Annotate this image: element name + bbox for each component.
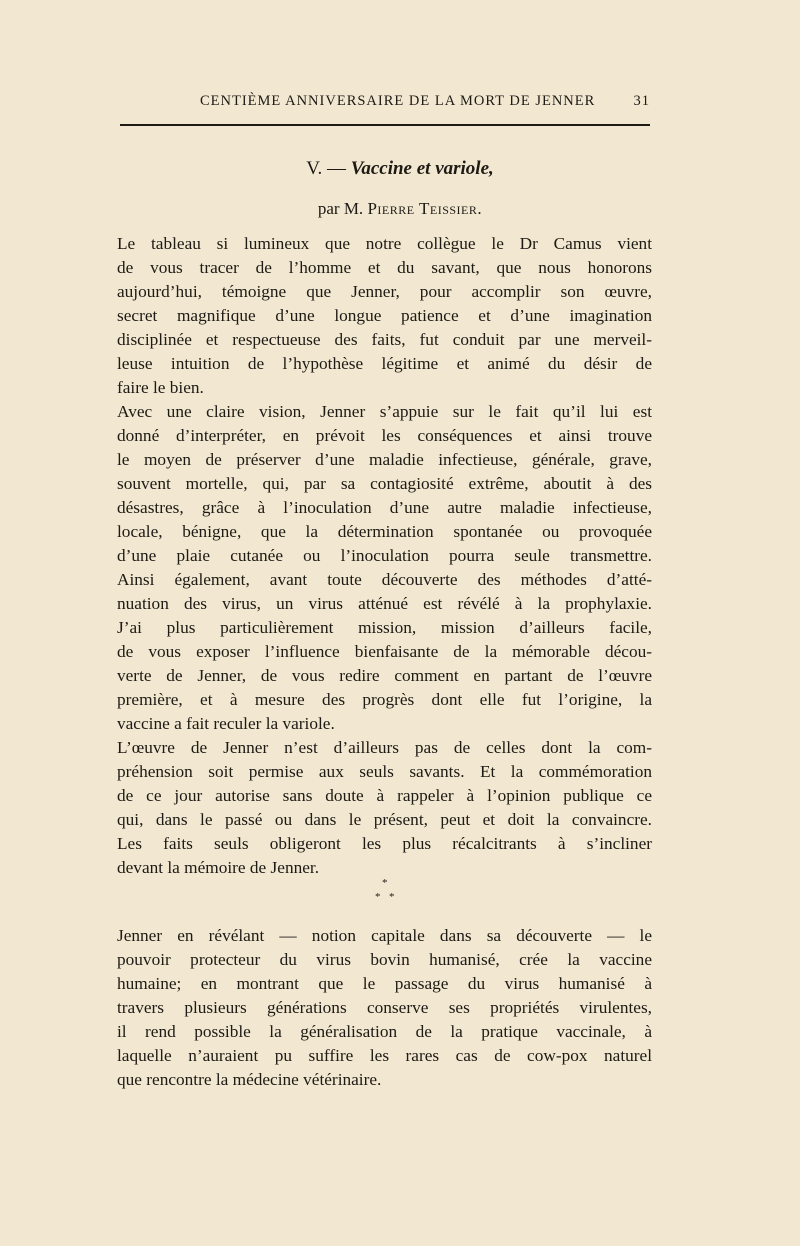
text-line: locale, bénigne, que la détermination spontanée ou provoquée [117, 522, 652, 541]
text-line: laquelle n’auraient pu suffire les rares cas de cow-pox naturel [117, 1046, 652, 1065]
author-name: Pierre Teissier. [367, 199, 483, 218]
text-line: verte de Jenner, de vous redire comment en partant de l’œuvre [117, 666, 652, 685]
text-line: Avec une claire vision, Jenner s’appuie sur le fait qu’il lui est [117, 402, 652, 421]
text-line: que rencontre la médecine vétérinaire. [117, 1070, 382, 1089]
text-line: devant la mémoire de Jenner. [117, 858, 320, 877]
text-line: souvent mortelle, qui, par sa contagiosité extrême, aboutit à des [117, 474, 652, 493]
text-line: disciplinée et respectueuse des faits, fut conduit par une merveil- [117, 330, 652, 349]
running-head-title: CENTIÈME ANNIVERSAIRE DE LA MORT DE JENNER [200, 93, 596, 109]
text-line: nuation des virus, un virus atténué est révélé à la prophylaxie. [117, 594, 652, 613]
text-line: pouvoir protecteur du virus bovin humanisé, crée la vaccine [117, 950, 652, 969]
text-line: secret magnifique d’une longue patience et d’une imagination [117, 306, 652, 325]
section-number: V. — [306, 158, 347, 179]
text-line: Le tableau si lumineux que notre collègue le Dr Camus vient [117, 234, 652, 253]
asterisk: * [389, 891, 395, 903]
text-line: humaine; en montrant que le passage du virus humanisé à [117, 974, 652, 993]
text-line: de ce jour autorise sans doute à rappeler à l’opinion publique ce [117, 786, 652, 805]
text-line: première, et à mesure des progrès dont elle fut l’origine, la [117, 690, 652, 709]
asterisk: * [375, 891, 381, 903]
text-line: vaccine a fait reculer la variole. [117, 714, 335, 733]
text-line: le moyen de préserver d’une maladie infectieuse, générale, grave, [117, 450, 652, 469]
text-line: leuse intuition de l’hypothèse légitime et animé du désir de [117, 354, 652, 373]
text-line: désastres, grâce à l’inoculation d’une autre maladie infectieuse, [117, 498, 652, 517]
text-line: de vous exposer l’influence bienfaisante de la mémorable décou- [117, 642, 652, 661]
section-break-asterism [360, 877, 400, 911]
text-line: donné d’interpréter, en prévoit les conséquences et ainsi trouve [117, 426, 652, 445]
text-line: faire le bien. [117, 378, 204, 397]
text-line: L’œuvre de Jenner n’est d’ailleurs pas de celles dont la com- [117, 738, 652, 757]
page-number: 31 [633, 93, 650, 109]
text-line: préhension soit permise aux seuls savants. Et la commémoration [117, 762, 652, 781]
text-line: J’ai plus particulièrement mission, mission d’ailleurs facile, [117, 618, 652, 637]
text-line: il rend possible la généralisation de la pratique vaccinale, à [117, 1022, 652, 1041]
header-rule [120, 124, 650, 126]
text-line: de vous tracer de l’homme et du savant, que nous honorons [117, 258, 652, 277]
byline-prefix: par M. [317, 199, 364, 218]
asterisk: * [382, 877, 388, 889]
text-line: qui, dans le passé ou dans le présent, peut et doit la convaincre. [117, 810, 652, 829]
section-name: Vaccine et variole, [350, 158, 494, 179]
text-line: travers plusieurs générations conserve ses propriétés virulentes, [117, 998, 652, 1017]
byline [0, 199, 800, 219]
section-title [0, 158, 800, 180]
text-line: Ainsi également, avant toute découverte des méthodes d’atté- [117, 570, 652, 589]
text-line: Jenner en révélant — notion capitale dans sa découverte — le [117, 926, 652, 945]
text-line: Les faits seuls obligeront les plus récalcitrants à s’incliner [117, 834, 652, 853]
text-line: aujourd’hui, témoigne que Jenner, pour accomplir son œuvre, [117, 282, 652, 301]
text-line: d’une plaie cutanée ou l’inoculation pourra seule transmettre. [117, 546, 652, 565]
